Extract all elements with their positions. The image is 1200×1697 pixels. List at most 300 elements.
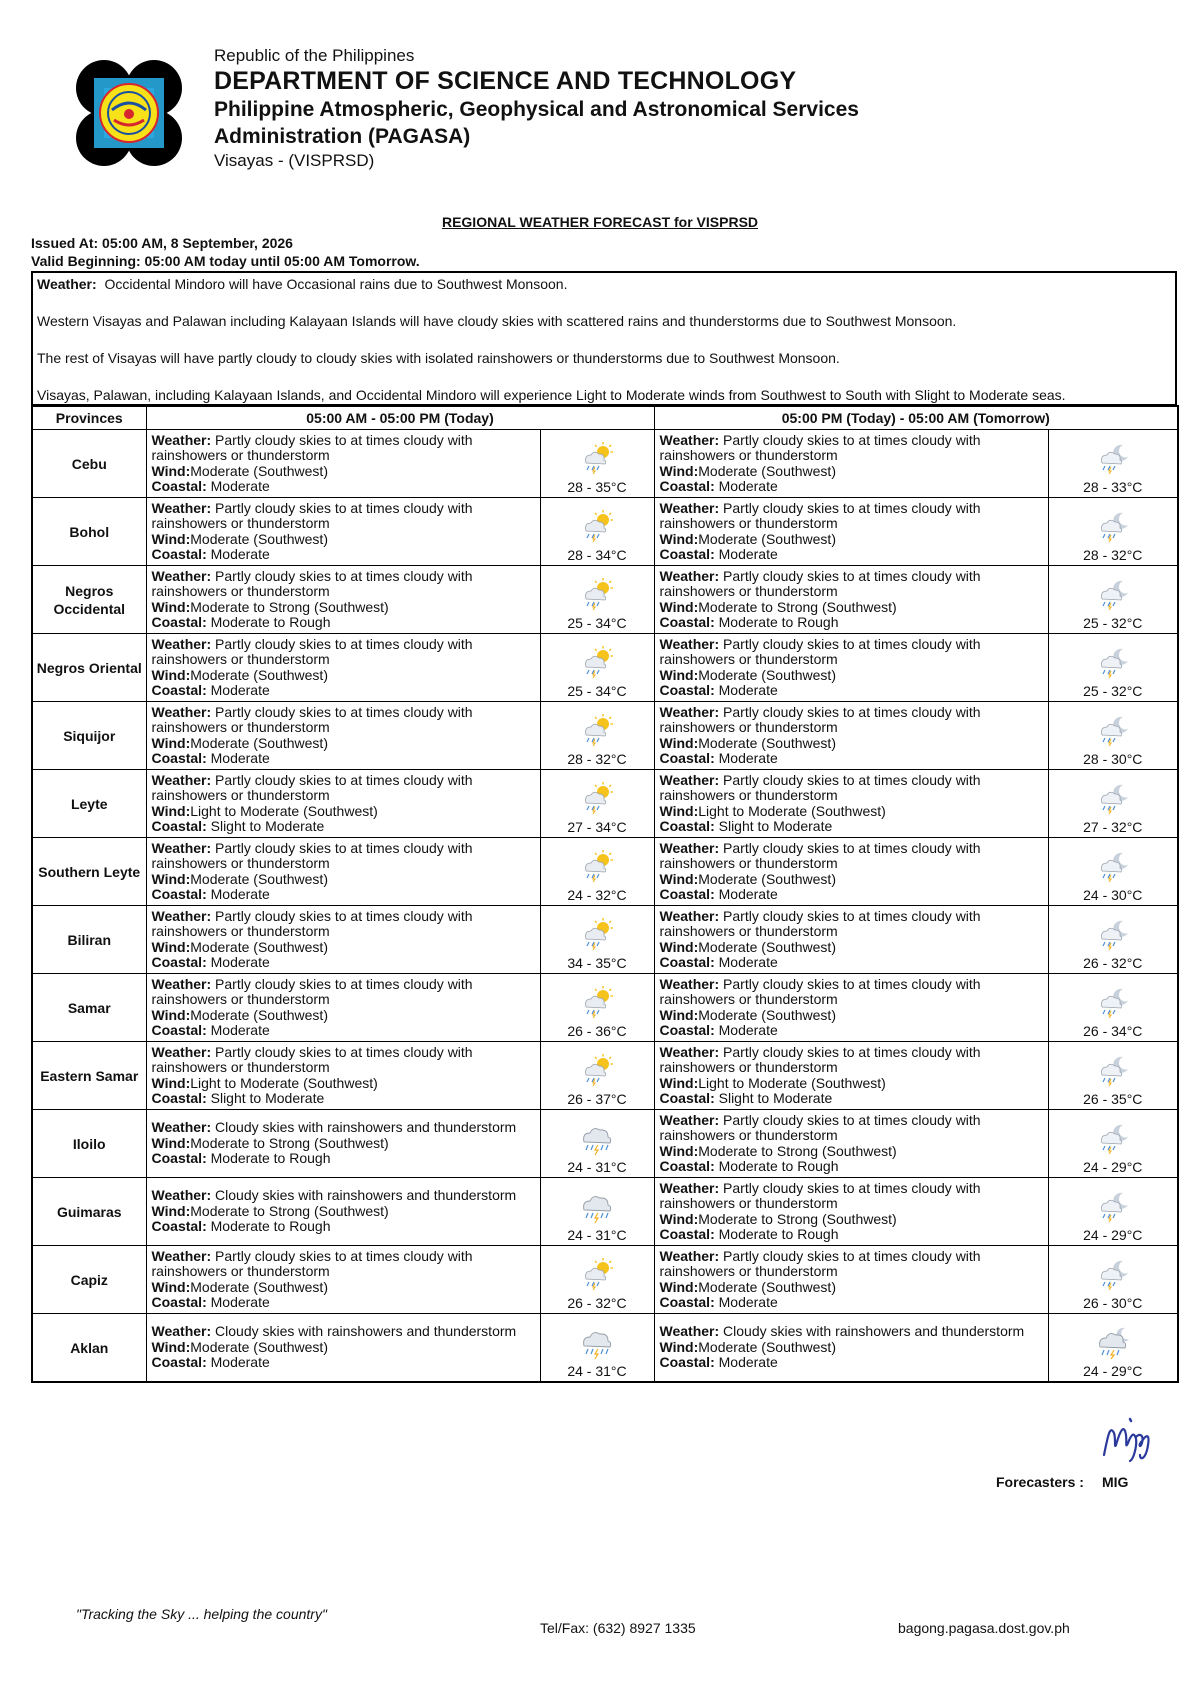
wind-label: Wind: — [659, 1006, 699, 1023]
province-name: Guimaras — [32, 1178, 146, 1246]
province-name: Aklan — [32, 1314, 146, 1383]
wind-label: Wind: — [151, 1278, 191, 1295]
weather-text: Partly cloudy skies to at times cloudy with rainshowers or thunderstorm — [659, 975, 981, 1007]
night-temperature: 24 - 29°C — [1083, 1363, 1143, 1379]
day-forecast-text — [146, 498, 540, 566]
wind-label: Wind: — [151, 1202, 191, 1219]
province-name: Samar — [32, 974, 146, 1042]
table-row — [32, 906, 1178, 974]
region-name: Visayas - (VISPRSD) — [214, 151, 375, 170]
night-temperature: 24 - 29°C — [1083, 1227, 1143, 1243]
night-temperature: 28 - 32°C — [1083, 547, 1143, 563]
coastal-label: Coastal: — [151, 954, 207, 970]
wind-text: Moderate (Southwest) — [698, 1278, 836, 1295]
weather-text: Partly cloudy skies to at times cloudy with rainshowers or thunderstorm — [659, 1043, 981, 1075]
night-icon-cell — [1048, 770, 1178, 838]
coastal-text: Moderate — [210, 750, 270, 766]
wind-text: Moderate (Southwest) — [698, 666, 836, 683]
day-icon-cell — [540, 906, 654, 974]
coastal-text: Moderate — [718, 682, 778, 698]
coastal-text: Moderate to Rough — [210, 1150, 331, 1167]
coastal-label: Coastal: — [151, 478, 207, 494]
col-today: 05:00 AM - 05:00 PM (Today) — [146, 406, 654, 430]
agency-name-line1: Philippine Atmospheric, Geophysical and Astronomical Services — [214, 98, 859, 121]
night-temperature: 24 - 29°C — [1083, 1159, 1143, 1175]
night-forecast-text — [654, 770, 1048, 838]
coastal-text: Moderate — [718, 1354, 778, 1371]
day-forecast-text — [146, 430, 540, 498]
weather-label: Weather: — [151, 1187, 212, 1204]
day-forecast-text — [146, 974, 540, 1042]
weather-label: Weather: — [659, 499, 720, 516]
coastal-text: Moderate to Rough — [210, 1218, 331, 1235]
province-name: Bohol — [32, 498, 146, 566]
coastal-label: Coastal: — [659, 886, 715, 902]
coastal-label: Coastal: — [151, 1022, 207, 1038]
weather-text: Partly cloudy skies to at times cloudy with rainshowers or thunderstorm — [659, 1111, 981, 1143]
night-icon-cell — [1048, 498, 1178, 566]
partly-cloudy-rain-day-icon — [578, 645, 616, 681]
wind-label: Wind: — [659, 734, 699, 751]
weather-label: Weather: — [659, 1111, 720, 1128]
weather-label: Weather: — [151, 635, 212, 652]
coastal-text: Slight to Moderate — [210, 818, 325, 834]
coastal-label: Coastal: — [659, 682, 715, 698]
wind-text: Moderate to Strong (Southwest) — [698, 598, 897, 615]
weather-label: Weather: — [151, 1247, 212, 1264]
wind-label: Wind: — [151, 530, 191, 547]
table-row — [32, 1042, 1178, 1110]
day-forecast-text — [146, 1110, 540, 1178]
coastal-text: Moderate to Rough — [210, 614, 331, 630]
coastal-label: Coastal: — [659, 1354, 715, 1371]
coastal-text: Moderate to Rough — [718, 614, 839, 630]
day-icon-cell — [540, 1314, 654, 1383]
day-icon-cell — [540, 1178, 654, 1246]
partly-cloudy-rain-night-icon — [1094, 645, 1132, 681]
coastal-label: Coastal: — [659, 1158, 715, 1174]
weather-text: Partly cloudy skies to at times cloudy with rainshowers or thunderstorm — [151, 771, 473, 803]
wind-label: Wind: — [659, 802, 699, 819]
night-temperature: 27 - 32°C — [1083, 819, 1143, 835]
wind-text: Moderate (Southwest) — [190, 938, 328, 955]
day-icon-cell — [540, 838, 654, 906]
weather-text: Partly cloudy skies to at times cloudy with rainshowers or thunderstorm — [151, 1043, 473, 1075]
day-forecast-text — [146, 906, 540, 974]
weather-label: Weather: — [659, 839, 720, 856]
coastal-label: Coastal: — [659, 1022, 715, 1038]
table-row — [32, 634, 1178, 702]
wind-text: Moderate (Southwest) — [698, 870, 836, 887]
night-forecast-text — [654, 1178, 1048, 1246]
issue-info — [31, 234, 420, 270]
coastal-label: Coastal: — [659, 614, 715, 630]
night-forecast-text — [654, 702, 1048, 770]
night-forecast-text — [654, 1042, 1048, 1110]
weather-text: Partly cloudy skies to at times cloudy with rainshowers or thunderstorm — [151, 839, 473, 871]
wind-label: Wind: — [151, 1006, 191, 1023]
night-temperature: 26 - 30°C — [1083, 1295, 1143, 1311]
night-temperature: 26 - 34°C — [1083, 1023, 1143, 1039]
night-forecast-text — [654, 906, 1048, 974]
agency-motto: "Tracking the Sky ... helping the country" — [76, 1606, 327, 1622]
table-row — [32, 566, 1178, 634]
partly-cloudy-rain-night-icon — [1094, 917, 1132, 953]
night-forecast-text — [654, 498, 1048, 566]
weather-text: Cloudy skies with rainshowers and thunderstorm — [723, 1323, 1025, 1340]
weather-text: Partly cloudy skies to at times cloudy with rainshowers or thunderstorm — [659, 635, 981, 667]
wind-label: Wind: — [659, 938, 699, 955]
weather-label: Weather: — [659, 907, 720, 924]
partly-cloudy-rain-day-icon — [578, 781, 616, 817]
weather-label: Weather: — [151, 907, 212, 924]
night-temperature: 26 - 35°C — [1083, 1091, 1143, 1107]
wind-label: Wind: — [659, 1210, 699, 1227]
wind-label: Wind: — [151, 462, 191, 479]
night-temperature: 24 - 30°C — [1083, 887, 1143, 903]
wind-label: Wind: — [151, 1074, 191, 1091]
wind-text: Moderate (Southwest) — [698, 530, 836, 547]
wind-text: Moderate to Strong (Southwest) — [190, 598, 389, 615]
night-icon-cell — [1048, 430, 1178, 498]
weather-text: Partly cloudy skies to at times cloudy with rainshowers or thunderstorm — [151, 431, 473, 463]
night-forecast-text — [654, 566, 1048, 634]
partly-cloudy-rain-day-icon — [578, 985, 616, 1021]
wind-text: Moderate (Southwest) — [190, 1278, 328, 1295]
partly-cloudy-rain-day-icon — [578, 1257, 616, 1293]
night-temperature: 26 - 32°C — [1083, 955, 1143, 971]
table-row — [32, 430, 1178, 498]
night-icon-cell — [1048, 1110, 1178, 1178]
wind-label: Wind: — [659, 530, 699, 547]
wind-label: Wind: — [151, 666, 191, 683]
province-name: Capiz — [32, 1246, 146, 1314]
day-temperature: 28 - 32°C — [567, 751, 627, 767]
coastal-text: Moderate — [210, 1294, 270, 1310]
weather-text: Partly cloudy skies to at times cloudy with rainshowers or thunderstorm — [659, 771, 981, 803]
wind-label: Wind: — [151, 870, 191, 887]
coastal-text: Moderate — [718, 750, 778, 766]
summary-line-2: Western Visayas and Palawan including Kalayaan Islands will have cloudy skies with scattered rains and thunderstorms due to Southwest Monsoon. — [37, 313, 957, 329]
coastal-text: Slight to Moderate — [718, 818, 833, 834]
partly-cloudy-rain-day-icon — [578, 1053, 616, 1089]
night-temperature: 25 - 32°C — [1083, 615, 1143, 631]
wind-label: Wind: — [659, 462, 699, 479]
table-row — [32, 838, 1178, 906]
wind-text: Moderate (Southwest) — [698, 1338, 836, 1355]
weather-label: Weather: — [659, 1323, 720, 1340]
province-name: Southern Leyte — [32, 838, 146, 906]
wind-text: Moderate (Southwest) — [698, 938, 836, 955]
day-temperature: 28 - 35°C — [567, 479, 627, 495]
day-temperature: 24 - 31°C — [567, 1227, 627, 1243]
summary-line-4: Visayas, Palawan, including Kalayaan Islands, and Occidental Mindoro will experience Light to Moderate winds from Southwest to South with Slight to Moderate seas. — [37, 387, 1066, 403]
col-tonight: 05:00 PM (Today) - 05:00 AM (Tomorrow) — [654, 406, 1178, 430]
wind-text: Moderate (Southwest) — [190, 734, 328, 751]
coastal-label: Coastal: — [151, 1150, 207, 1167]
weather-label: Weather: — [151, 1323, 212, 1340]
coastal-label: Coastal: — [659, 818, 715, 834]
weather-label: Weather: — [659, 1247, 720, 1264]
wind-label: Wind: — [151, 938, 191, 955]
partly-cloudy-rain-day-icon — [578, 577, 616, 613]
coastal-text: Moderate — [718, 1294, 778, 1310]
day-temperature: 34 - 35°C — [567, 955, 627, 971]
wind-label: Wind: — [151, 1134, 191, 1151]
day-icon-cell — [540, 1042, 654, 1110]
cloudy-rain-icon — [578, 1121, 616, 1157]
coastal-label: Coastal: — [659, 1226, 715, 1242]
forecaster-signature — [1100, 1415, 1160, 1465]
table-row — [32, 498, 1178, 566]
day-temperature: 28 - 34°C — [567, 547, 627, 563]
weather-label: Weather: — [151, 1119, 212, 1136]
tel-fax: Tel/Fax: (632) 8927 1335 — [540, 1620, 696, 1636]
website: bagong.pagasa.dost.gov.ph — [898, 1620, 1070, 1636]
coastal-label: Coastal: — [151, 546, 207, 562]
coastal-text: Moderate — [210, 546, 270, 562]
partly-cloudy-rain-day-icon — [578, 713, 616, 749]
weather-label: Weather: — [659, 771, 720, 788]
day-forecast-text — [146, 1246, 540, 1314]
weather-text: Partly cloudy skies to at times cloudy with rainshowers or thunderstorm — [151, 975, 473, 1007]
report-title: REGIONAL WEATHER FORECAST for VISPRSD — [441, 214, 759, 230]
wind-label: Wind: — [151, 598, 191, 615]
day-forecast-text — [146, 1314, 540, 1383]
night-forecast-text — [654, 974, 1048, 1042]
coastal-text: Slight to Moderate — [718, 1090, 833, 1106]
coastal-label: Coastal: — [151, 1090, 207, 1106]
coastal-text: Moderate — [210, 954, 270, 970]
col-provinces: Provinces — [32, 406, 146, 430]
wind-text: Moderate (Southwest) — [698, 462, 836, 479]
wind-text: Moderate to Strong (Southwest) — [698, 1210, 897, 1227]
day-forecast-text — [146, 838, 540, 906]
weather-label: Weather: — [151, 703, 212, 720]
weather-label: Weather: — [151, 1043, 212, 1060]
weather-label: Weather: — [659, 1179, 720, 1196]
weather-text: Partly cloudy skies to at times cloudy with rainshowers or thunderstorm — [151, 499, 473, 531]
wind-label: Wind: — [151, 734, 191, 751]
coastal-text: Slight to Moderate — [210, 1090, 325, 1106]
table-row — [32, 1246, 1178, 1314]
weather-text: Cloudy skies with rainshowers and thunderstorm — [215, 1119, 517, 1136]
weather-text: Partly cloudy skies to at times cloudy with rainshowers or thunderstorm — [151, 635, 473, 667]
table-row — [32, 702, 1178, 770]
night-forecast-text — [654, 634, 1048, 702]
department-name: DEPARTMENT OF SCIENCE AND TECHNOLOGY — [214, 67, 797, 95]
wind-text: Light to Moderate (Southwest) — [698, 1074, 886, 1091]
coastal-label: Coastal: — [151, 818, 207, 834]
wind-text: Moderate (Southwest) — [698, 1006, 836, 1023]
coastal-label: Coastal: — [659, 1294, 715, 1310]
partly-cloudy-rain-day-icon — [578, 917, 616, 953]
wind-label: Wind: — [151, 1338, 191, 1355]
partly-cloudy-rain-night-icon — [1094, 781, 1132, 817]
wind-text: Light to Moderate (Southwest) — [190, 802, 378, 819]
issued-at: Issued At: 05:00 AM, 8 September, 2026 — [31, 235, 293, 251]
province-name: Cebu — [32, 430, 146, 498]
day-icon-cell — [540, 566, 654, 634]
day-forecast-text — [146, 566, 540, 634]
agency-name-line2: Administration (PAGASA) — [214, 125, 471, 148]
province-name: Biliran — [32, 906, 146, 974]
weather-label: Weather: — [659, 975, 720, 992]
wind-label: Wind: — [659, 666, 699, 683]
weather-label: Weather: — [151, 839, 212, 856]
weather-text: Partly cloudy skies to at times cloudy with rainshowers or thunderstorm — [659, 567, 981, 599]
cloudy-rain-icon — [578, 1189, 616, 1225]
night-temperature: 28 - 30°C — [1083, 751, 1143, 767]
forecast-table — [31, 405, 1179, 1383]
coastal-label: Coastal: — [151, 1218, 207, 1235]
coastal-text: Moderate — [718, 954, 778, 970]
coastal-text: Moderate — [210, 1022, 270, 1038]
day-icon-cell — [540, 634, 654, 702]
table-row — [32, 1110, 1178, 1178]
partly-cloudy-rain-night-icon — [1094, 713, 1132, 749]
night-icon-cell — [1048, 566, 1178, 634]
wind-label: Wind: — [659, 1142, 699, 1159]
valid-period: Valid Beginning: 05:00 AM today until 05:00 AM Tomorrow. — [31, 253, 420, 269]
weather-label: Weather: — [659, 635, 720, 652]
coastal-label: Coastal: — [151, 750, 207, 766]
weather-label: Weather: — [151, 499, 212, 516]
partly-cloudy-rain-night-icon — [1094, 441, 1132, 477]
night-icon-cell — [1048, 1246, 1178, 1314]
wind-text: Moderate to Strong (Southwest) — [698, 1142, 897, 1159]
province-name: Negros Oriental — [32, 634, 146, 702]
partly-cloudy-rain-night-icon — [1094, 1257, 1132, 1293]
wind-label: Wind: — [659, 1338, 699, 1355]
wind-label: Wind: — [659, 870, 699, 887]
weather-text: Partly cloudy skies to at times cloudy with rainshowers or thunderstorm — [659, 431, 981, 463]
province-name: Eastern Samar — [32, 1042, 146, 1110]
province-name: Leyte — [32, 770, 146, 838]
partly-cloudy-rain-night-icon — [1094, 1121, 1132, 1157]
wind-text: Moderate (Southwest) — [190, 666, 328, 683]
night-icon-cell — [1048, 634, 1178, 702]
coastal-text: Moderate — [718, 1022, 778, 1038]
night-icon-cell — [1048, 1042, 1178, 1110]
day-icon-cell — [540, 430, 654, 498]
coastal-label: Coastal: — [659, 954, 715, 970]
weather-text: Partly cloudy skies to at times cloudy with rainshowers or thunderstorm — [659, 1179, 981, 1211]
table-row — [32, 770, 1178, 838]
night-icon-cell — [1048, 702, 1178, 770]
coastal-label: Coastal: — [151, 614, 207, 630]
night-temperature: 28 - 33°C — [1083, 479, 1143, 495]
summary-line-1 — [37, 276, 1171, 293]
province-name: Iloilo — [32, 1110, 146, 1178]
coastal-label: Coastal: — [151, 1294, 207, 1310]
day-temperature: 24 - 32°C — [567, 887, 627, 903]
wind-text: Moderate (Southwest) — [190, 870, 328, 887]
partly-cloudy-rain-night-icon — [1094, 1053, 1132, 1089]
wind-text: Moderate (Southwest) — [190, 462, 328, 479]
coastal-label: Coastal: — [151, 1354, 207, 1371]
coastal-text: Moderate to Rough — [718, 1226, 839, 1242]
summary-line-3: The rest of Visayas will have partly cloudy to cloudy skies with isolated rainshowers or thunderstorms due to Southwest Monsoon. — [37, 350, 840, 366]
coastal-label: Coastal: — [659, 546, 715, 562]
weather-label: Weather: — [151, 431, 212, 448]
wind-label: Wind: — [659, 598, 699, 615]
coastal-text: Moderate — [718, 546, 778, 562]
cloudy-rain-icon — [578, 1325, 616, 1361]
coastal-label: Coastal: — [151, 682, 207, 698]
weather-text: Partly cloudy skies to at times cloudy with rainshowers or thunderstorm — [659, 1247, 981, 1279]
day-icon-cell — [540, 1246, 654, 1314]
night-temperature: 25 - 32°C — [1083, 683, 1143, 699]
forecasters-label: Forecasters : — [996, 1474, 1084, 1490]
day-forecast-text — [146, 1178, 540, 1246]
province-name: Siquijor — [32, 702, 146, 770]
wind-text: Moderate (Southwest) — [698, 734, 836, 751]
night-forecast-text — [654, 1314, 1048, 1383]
forecasters-name: MIG — [1101, 1474, 1129, 1490]
night-forecast-text — [654, 1246, 1048, 1314]
wind-text: Light to Moderate (Southwest) — [190, 1074, 378, 1091]
coastal-label: Coastal: — [151, 886, 207, 902]
coastal-label: Coastal: — [659, 750, 715, 766]
wind-label: Wind: — [151, 802, 191, 819]
coastal-text: Moderate — [210, 682, 270, 698]
partly-cloudy-rain-night-icon — [1094, 577, 1132, 613]
weather-label: Weather: — [659, 431, 720, 448]
table-row — [32, 1314, 1178, 1383]
wind-label: Wind: — [659, 1278, 699, 1295]
coastal-text: Moderate — [210, 478, 270, 494]
coastal-text: Moderate — [718, 886, 778, 902]
weather-text: Partly cloudy skies to at times cloudy with rainshowers or thunderstorm — [659, 499, 981, 531]
weather-text: Partly cloudy skies to at times cloudy with rainshowers or thunderstorm — [659, 907, 981, 939]
agency-header — [214, 46, 859, 172]
republic-line: Republic of the Philippines — [214, 46, 415, 65]
day-forecast-text — [146, 1042, 540, 1110]
partly-cloudy-rain-night-icon — [1094, 1189, 1132, 1225]
day-icon-cell — [540, 498, 654, 566]
partly-cloudy-rain-day-icon — [578, 509, 616, 545]
coastal-label: Coastal: — [659, 1090, 715, 1106]
day-icon-cell — [540, 1110, 654, 1178]
day-forecast-text — [146, 770, 540, 838]
weather-label: Weather: — [151, 771, 212, 788]
day-temperature: 27 - 34°C — [567, 819, 627, 835]
weather-text: Partly cloudy skies to at times cloudy with rainshowers or thunderstorm — [659, 839, 981, 871]
coastal-text: Moderate to Rough — [718, 1158, 839, 1174]
summary-text-1: Occidental Mindoro will have Occasional rains due to Southwest Monsoon. — [104, 276, 568, 292]
wind-text: Moderate to Strong (Southwest) — [190, 1134, 389, 1151]
night-icon-cell — [1048, 974, 1178, 1042]
day-temperature: 26 - 32°C — [567, 1295, 627, 1311]
partly-cloudy-rain-day-icon — [578, 441, 616, 477]
table-row — [32, 1178, 1178, 1246]
weather-text: Partly cloudy skies to at times cloudy with rainshowers or thunderstorm — [151, 567, 473, 599]
coastal-text: Moderate — [210, 886, 270, 902]
cloudy-rain-night-icon — [1094, 1325, 1132, 1361]
night-icon-cell — [1048, 906, 1178, 974]
partly-cloudy-rain-day-icon — [578, 849, 616, 885]
weather-label: Weather: — [659, 567, 720, 584]
wind-text: Light to Moderate (Southwest) — [698, 802, 886, 819]
wind-text: Moderate (Southwest) — [190, 1338, 328, 1355]
weather-text: Cloudy skies with rainshowers and thunderstorm — [215, 1187, 517, 1204]
weather-text: Partly cloudy skies to at times cloudy with rainshowers or thunderstorm — [151, 703, 473, 735]
coastal-text: Moderate — [210, 1354, 270, 1371]
weather-text: Partly cloudy skies to at times cloudy with rainshowers or thunderstorm — [151, 907, 473, 939]
day-temperature: 26 - 37°C — [567, 1091, 627, 1107]
weather-text: Partly cloudy skies to at times cloudy with rainshowers or thunderstorm — [659, 703, 981, 735]
